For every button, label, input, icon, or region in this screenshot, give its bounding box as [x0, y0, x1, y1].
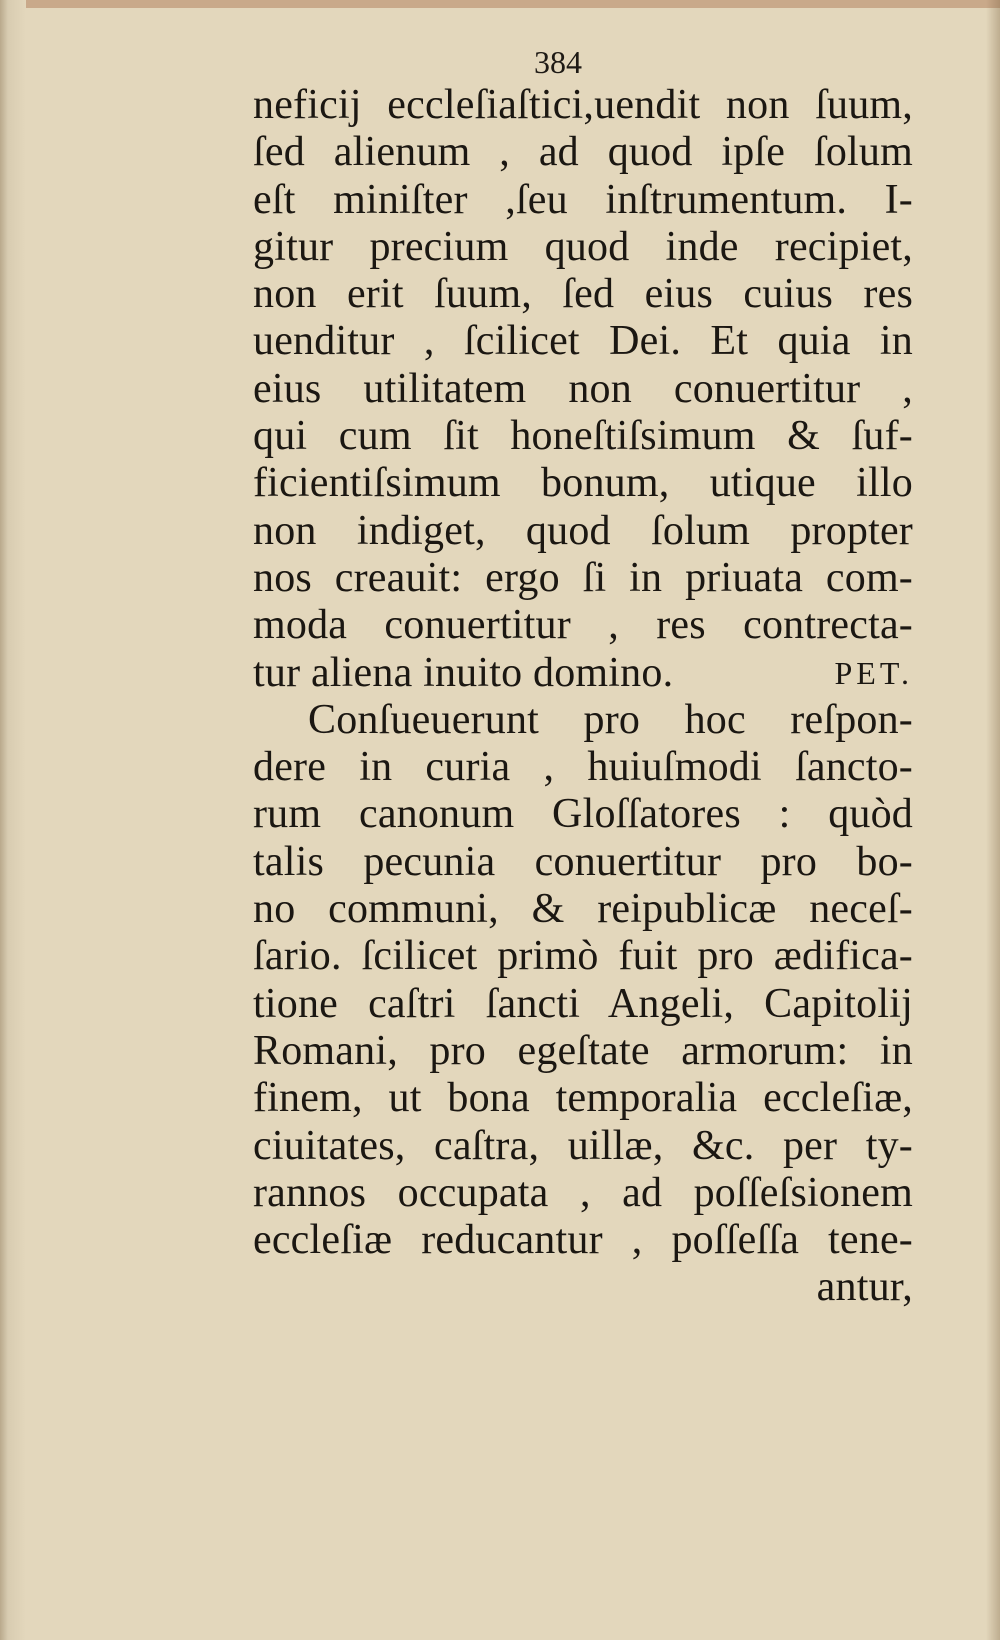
text-line: neficij eccleſiaſtici,uendit non ſuum, [253, 82, 913, 128]
speaker-label: PET. [834, 654, 913, 691]
text-line: ſario. ſcilicet primò fuit pro ædifica- [253, 933, 913, 980]
text-line: moda conuertitur , res contrecta- [253, 602, 913, 649]
text-line: qui cum ſit honeſtiſsimum & ſuf- [253, 413, 913, 460]
speaker-line [253, 650, 913, 697]
text-line: ficientiſsimum bonum, utique illo [253, 460, 913, 507]
text-line: no communi, & reipublicæ neceſ- [253, 886, 913, 933]
text-line: rannos occupata , ad poſſeſsionem [253, 1169, 913, 1216]
page-number: 384 [534, 44, 582, 80]
text-line: finem, ut bona temporalia eccleſiæ, [253, 1075, 913, 1122]
catchword: antur, [816, 1264, 913, 1311]
text-line: dere in curia , huiuſmodi ſancto- [253, 744, 913, 791]
page-gutter-shadow [0, 0, 26, 1640]
text-line: tione caſtri ſancti Angeli, Capitolij [253, 980, 913, 1027]
text-line: eius utilitatem non conuertitur , [253, 365, 913, 412]
text-line: eccleſiæ reducantur , poſſeſſa tene- [253, 1217, 913, 1264]
text-line: eſt miniſter ,ſeu inſtrumentum. I- [253, 176, 913, 223]
text-line: non erit ſuum, ſed eius cuius res [253, 271, 913, 318]
text-line: ſed alienum , ad quod ipſe ſolum [253, 129, 913, 176]
text-line: non indiget, quod ſolum propter [253, 507, 913, 554]
text-line-end: tur aliena inuito domino. [253, 649, 674, 696]
text-line: Conſueuerunt pro hoc reſpon- [308, 696, 913, 743]
text-line: Romani, pro egeſtate armorum: in [253, 1027, 913, 1074]
page-edge-shadow [986, 0, 1000, 1640]
text-line: ciuitates, caſtra, uillæ, &c. per ty- [253, 1122, 913, 1169]
text-line: gitur precium quod inde recipiet, [253, 223, 913, 270]
body-text [253, 82, 913, 1312]
text-line: talis pecunia conuertitur pro bo- [253, 838, 913, 885]
text-line: uenditur , ſcilicet Dei. Et quia in [253, 318, 913, 365]
text-line: rum canonum Gloſſatores : quòd [253, 791, 913, 838]
text-line: nos creauit: ergo ſi in priuata com- [253, 554, 913, 601]
page-top-edge [0, 0, 1000, 8]
